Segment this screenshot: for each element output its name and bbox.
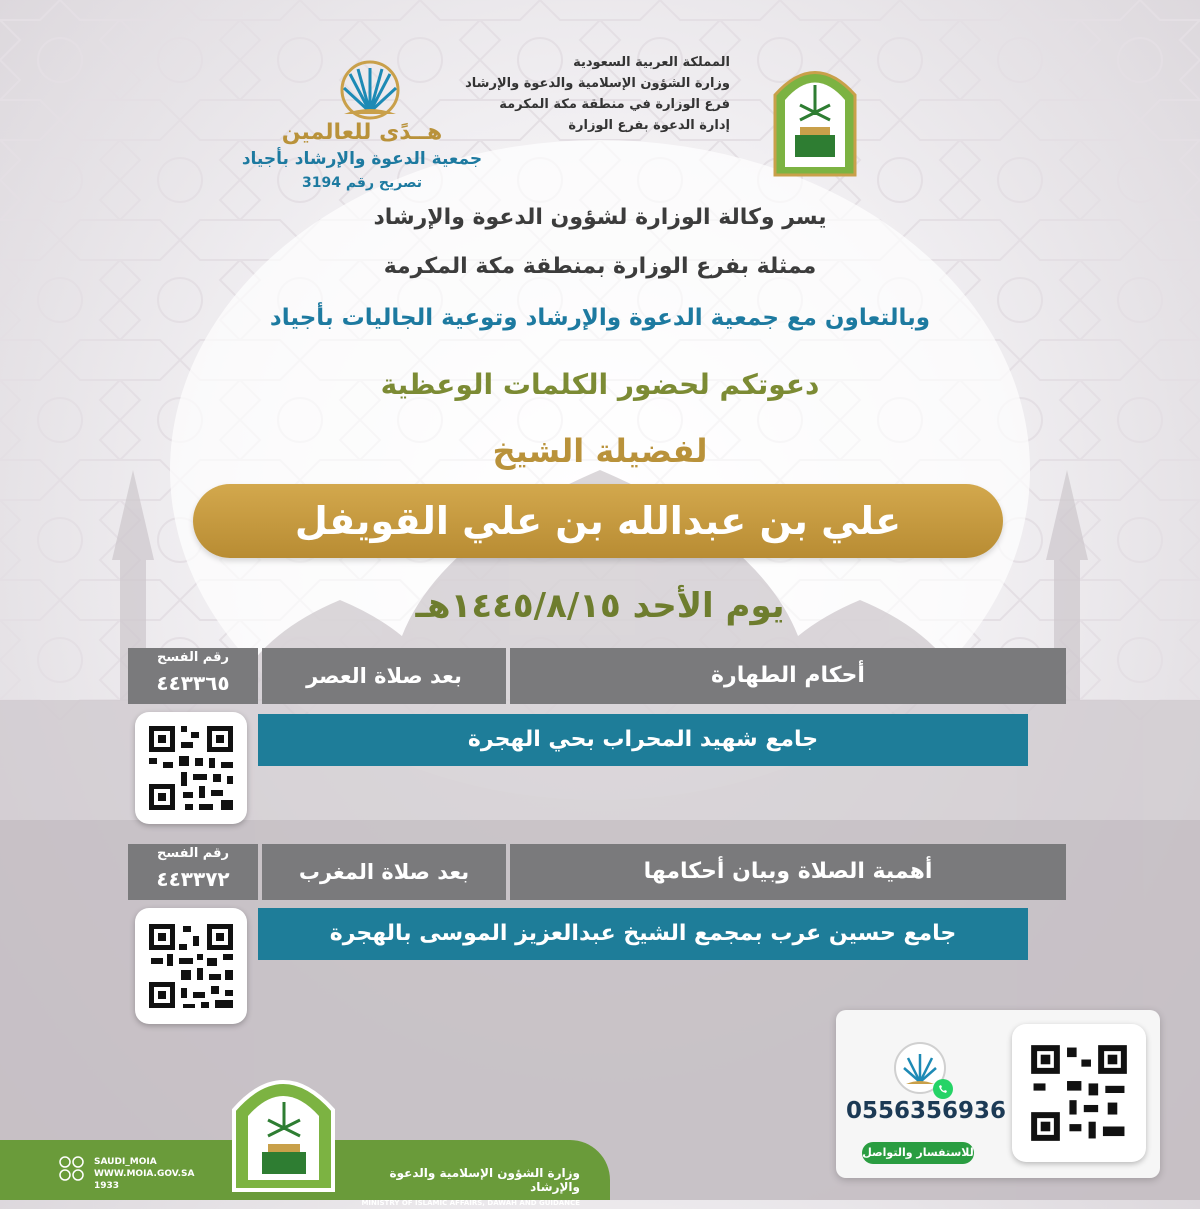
qr-icon <box>135 908 247 1024</box>
whatsapp-icon[interactable] <box>932 1078 954 1100</box>
hoda-permit: تصريح رقم 3194 <box>301 175 423 191</box>
lecture-pin <box>128 648 258 704</box>
lecture-place: جامع شهيد المحراب بحي الهجرة <box>258 714 1028 766</box>
pin-value: ٤٤٣٣٦٥ <box>156 671 230 695</box>
footer-ministry-en: MINISTRY OF ISLAMIC AFFAIRS, DAWAH AND GUIDANCE <box>361 1199 580 1207</box>
invitation-line-2: ممثلة بفرع الوزارة بمنطقة مكة المكرمة <box>383 254 817 279</box>
footer-ministry-ar: وزارة الشؤون الإسلامية والدعوة والإرشاد <box>389 1166 580 1194</box>
invitation-line-5: لفضيلة الشيخ <box>492 432 708 470</box>
footer-ministry-name <box>360 1166 580 1209</box>
pin-label: رقم الفسح <box>156 650 229 665</box>
ministry-line-4: إدارة الدعوة بفرع الوزارة <box>568 118 730 133</box>
lecture-topic: أحكام الطهارة <box>510 648 1066 704</box>
lecture-time: بعد صلاة المغرب <box>262 844 506 900</box>
lecture-topic: أهمية الصلاة وبيان أحكامها <box>510 844 1066 900</box>
social-icon[interactable] <box>58 1155 86 1189</box>
social-icons <box>58 1155 78 1193</box>
ministry-line-1: المملكة العربية السعودية <box>573 55 730 70</box>
pin-label: رقم الفسح <box>156 846 229 861</box>
invitation-line-3: وبالتعاون مع جمعية الدعوة والإرشاد وتوعية الجاليات بأجياد <box>269 305 931 331</box>
qr-icon <box>1012 1024 1146 1162</box>
sheikh-name-pill: علي بن عبدالله بن علي القويفل <box>193 484 1003 558</box>
contact-qr-code[interactable] <box>1012 1024 1146 1162</box>
qr-icon <box>135 712 247 824</box>
invitation-line-1: يسر وكالة الوزارة لشؤون الدعوة والإرشاد <box>373 205 827 230</box>
social-handle[interactable]: SAUDI_MOIA <box>94 1157 157 1167</box>
ministry-line-2: وزارة الشؤون الإسلامية والدعوة والإرشاد <box>465 76 730 91</box>
ministry-line-3: فرع الوزارة في منطقة مكة المكرمة <box>499 97 730 112</box>
lecture-time: بعد صلاة العصر <box>262 648 506 704</box>
invitation-line-4: دعوتكم لحضور الكلمات الوعظية <box>380 368 820 401</box>
pin-value: ٤٤٣٣٧٢ <box>156 867 230 891</box>
qr-code-1[interactable] <box>135 712 247 824</box>
contact-phone[interactable]: 0556356936 <box>846 1098 1007 1124</box>
hoda-text-block <box>232 120 492 191</box>
ministry-logo <box>770 55 860 180</box>
hoda-association: جمعية الدعوة والإرشاد بأجياد <box>241 149 483 169</box>
hoda-logo <box>320 40 420 120</box>
footer-links <box>94 1156 194 1192</box>
footer-ministry-logo <box>226 1062 341 1192</box>
founding-year: 1933 <box>94 1181 120 1191</box>
website-link[interactable]: WWW.MOIA.GOV.SA <box>94 1169 195 1179</box>
lecture-pin <box>128 844 258 900</box>
qr-code-2[interactable] <box>135 908 247 1024</box>
event-date: يوم الأحد ١٤٤٥/٨/١٥هـ <box>415 586 785 626</box>
inquiry-badge: للاستفسار والتواصل <box>862 1142 974 1164</box>
lecture-place: جامع حسين عرب بمجمع الشيخ عبدالعزيز الموسى بالهجرة <box>258 908 1028 960</box>
hoda-name: هــدًى للعالمين <box>281 120 443 145</box>
